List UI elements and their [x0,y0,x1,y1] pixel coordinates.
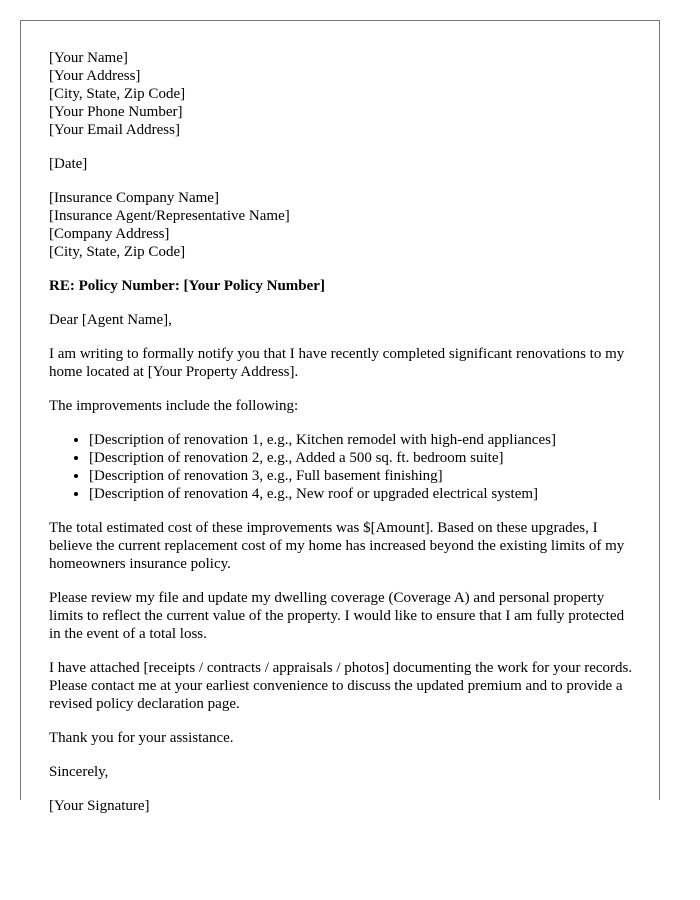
closing: Sincerely, [49,764,109,780]
paragraph-intro: I am writing to formally notify you that I have recently completed significant renovations to my home located at [Your Property Address]. [49,346,625,380]
recipient-agent: [Insurance Agent/Representative Name] [49,208,290,224]
recipient-company: [Insurance Company Name] [49,190,219,206]
recipient-address: [Company Address] [49,226,170,242]
paragraph-thanks: Thank you for your assistance. [49,730,234,746]
letter-date: [Date] [49,156,88,172]
sender-email: [Your Email Address] [49,122,180,138]
salutation: Dear [Agent Name], [49,312,172,328]
sender-phone: [Your Phone Number] [49,104,183,120]
list-item: • [Description of renovation 2, e.g., Added a 500 sq. ft. bedroom suite] [89,449,639,467]
paragraph-review: Please review my file and update my dwelling coverage (Coverage A) and personal property limits to reflect the current value of the property. I would like to ensure that I am fully protected in the event of a total loss. [49,590,625,642]
recipient-city-state-zip: [City, State, Zip Code] [49,244,186,260]
list-item: • [Description of renovation 1, e.g., Kitchen remodel with high-end appliances] [89,431,639,449]
signature: [Your Signature] [49,798,150,814]
sender-address: [Your Address] [49,68,141,84]
re-line: RE: Policy Number: [Your Policy Number] [49,278,325,294]
paragraph-improvements-intro: The improvements include the following: [49,398,299,414]
renovations-list [49,431,639,503]
sender-city-state-zip: [City, State, Zip Code] [49,86,186,102]
paragraph-attached: I have attached [receipts / contracts / appraisals / photos] documenting the work for your records. Please contact me at your earliest convenience to discuss the updated premium and to provide a revised policy declaration page. [49,660,633,712]
recipient-block [49,189,639,261]
letter-page [20,20,660,814]
list-item: • [Description of renovation 4, e.g., New roof or upgraded electrical system] [89,485,639,503]
list-item: • [Description of renovation 3, e.g., Full basement finishing] [89,467,639,485]
sender-name: [Your Name] [49,50,128,66]
letter-content [49,49,639,831]
sender-block [49,49,639,139]
paragraph-cost: The total estimated cost of these improvements was $[Amount]. Based on these upgrades, I believe the current replacement cost of my home has increased beyond the existing limits of my homeowners insurance policy. [49,520,625,572]
